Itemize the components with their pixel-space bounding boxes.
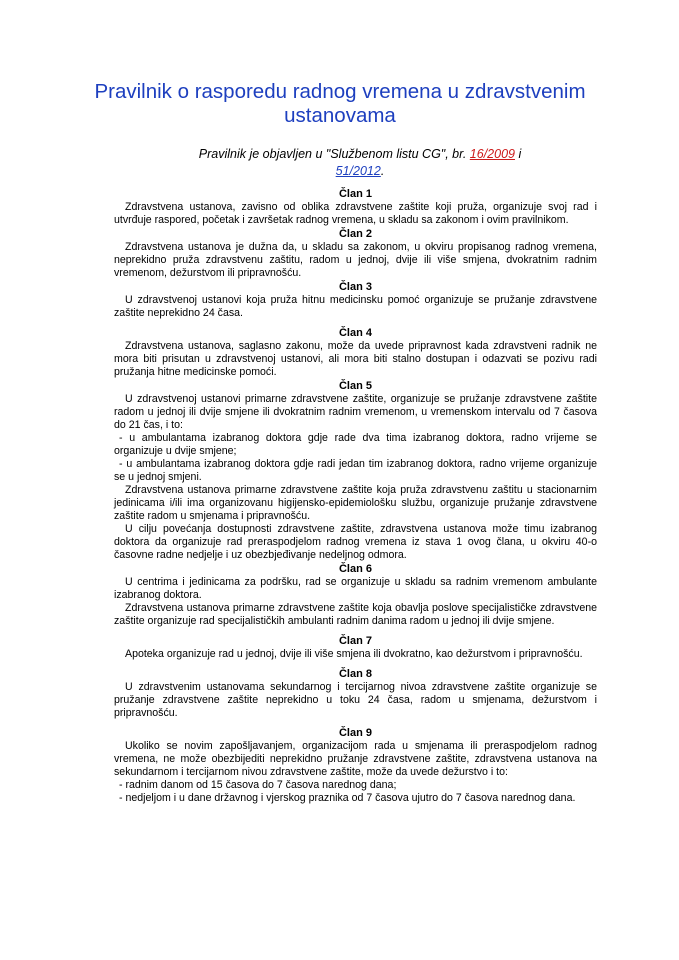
article-heading: Član 2 [338, 228, 372, 240]
article-paragraph: U cilju povećanja dostupnosti zdravstvene zaštite, zdravstvena ustanova može timu izabranog doktora da organizuje rad preraspodjelom radnog vremena iz stava 1 ovog člana, u okviru 40-o časovne radne nedjelje i uz obezbjeđivanje nedeljnog odmora. [114, 523, 597, 561]
article-paragraph: Ukoliko se novim zapošljavanjem, organizacijom rada u smjenama ili preraspodjelom radnog vremena, ne može obezbijediti neprekidno pružanje zdravstvene zaštite, zdravstvena ustanova na sekundarnom i tercijarnom nivou zdravstvene zaštite, može da uvede dežurstvo i to: [114, 740, 597, 778]
publication-note-end: . [380, 164, 385, 178]
article-heading: Član 4 [338, 327, 372, 339]
gazette-link-2009[interactable]: 16/2009 [469, 147, 515, 161]
list-item: - u ambulantama izabranog doktora gdje rade dva tima izabranog doktora, radno vrijeme se organizuje u dvije smjene; [114, 432, 597, 457]
publication-note-text: Pravilnik je objavljen u "Službenom listu CG", br. [198, 147, 467, 161]
gazette-link-2012[interactable]: 51/2012 [335, 164, 381, 178]
article-heading: Član 8 [338, 668, 372, 680]
article-paragraph: U zdravstvenoj ustanovi primarne zdravstvene zaštite, organizuje se pružanje zdravstvene zaštite radom u jednoj ili dvije smjene ili dvokratnim radnim vremenom, u vremenskom intervalu od 7 časova do 21 čas, i to: [114, 393, 597, 431]
document-title: Pravilnik o rasporedu radnog vremena u zdravstvenim ustanovama [94, 80, 586, 127]
article-heading: Član 7 [338, 635, 372, 647]
article-heading: Član 3 [338, 281, 372, 293]
article-paragraph: U zdravstvenoj ustanovi koja pruža hitnu medicinsku pomoć organizuje se pružanje zdravstvene zaštite neprekidno 24 časa. [114, 294, 597, 319]
article-paragraph: Zdravstvena ustanova, zavisno od oblika zdravstvene zaštite koji pruža, organizuje svoj rad i utvrđuje raspored, početak i završetak radnog vremena, u skladu sa zakonom i ovim pravilnikom. [114, 201, 597, 226]
list-item: - nedjeljom i u dane državnog i vjerskog praznika od 7 časova ujutro do 7 časova narednog dana. [119, 792, 576, 804]
publication-note [150, 146, 570, 180]
article-paragraph: U centrima i jedinicama za podršku, rad se organizuje u skladu sa radnim vremenom ambulante izabranog doktora. [114, 576, 597, 601]
article-paragraph: Zdravstvena ustanova primarne zdravstvene zaštite koja obavlja poslove specijalističke zdravstvene zaštite organizuje rad specijalističkih ambulanti radnim danima radom u jednoj ili dvije smjene. [114, 602, 597, 627]
article-paragraph: U zdravstvenim ustanovama sekundarnog i tercijarnog nivoa zdravstvene zaštite organizuje se pružanje zdravstvene zaštite neprekidno u toku 24 časa, radom u smjenama, dežurstvom i pripravnošću. [114, 681, 597, 719]
article-heading: Član 9 [338, 727, 372, 739]
document-body [114, 187, 597, 805]
article-heading: Član 6 [338, 563, 372, 575]
article-heading: Član 5 [338, 380, 372, 392]
publication-note-conjunction: i [514, 147, 522, 161]
article-paragraph: Apoteka organizuje rad u jednoj, dvije ili više smjena ili dvokratno, kao dežurstvom i pripravnošću. [125, 648, 583, 660]
article-paragraph: Zdravstvena ustanova, saglasno zakonu, može da uvede pripravnost kada zdravstveni radnik ne mora biti prisutan u zdravstvenoj ustanovi, ali mora biti stalno dostupan i odazvati se pozivu radi pružanja hitne medicinske pomoći. [114, 340, 597, 378]
list-item: - radnim danom od 15 časova do 7 časova narednog dana; [119, 779, 397, 791]
list-item: - u ambulantama izabranog doktora gdje radi jedan tim izabranog doktora, radno vrijeme organizuje se u jednoj smjeni. [114, 458, 597, 483]
article-heading: Član 1 [338, 188, 372, 200]
article-paragraph: Zdravstvena ustanova primarne zdravstvene zaštite koja pruža zdravstvenu zaštitu u stacionarnim jedinicama i/ili ima organizovanu higijensko-epidemiološku službu, organizuje pružanje zdravstvene zaštite radom u smjenama i pripravnošću. [114, 484, 597, 522]
article-paragraph: Zdravstvena ustanova je dužna da, u skladu sa zakonom, u okviru propisanog radnog vremena, neprekidno pruža zdravstvenu zaštitu, radom u jednoj, dvije ili više smjena, dvokratnim radnim vremenom, dežurstvom ili pripravnošću. [114, 241, 597, 279]
